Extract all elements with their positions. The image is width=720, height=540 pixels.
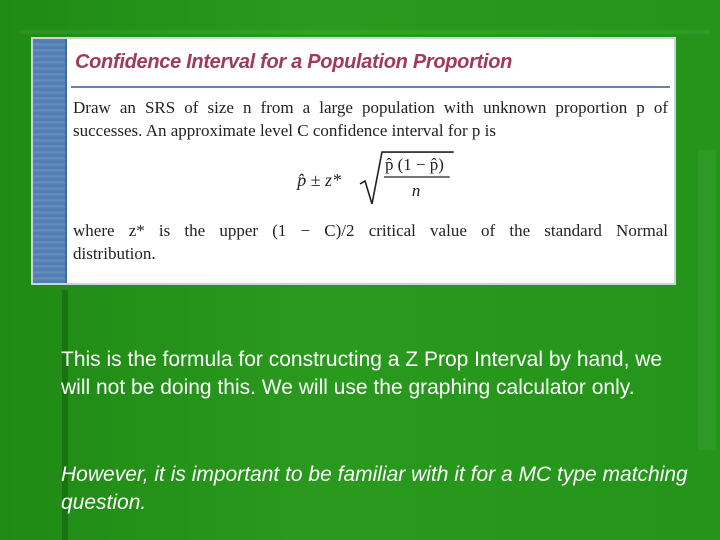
figure-title: Confidence Interval for a Population Proportion: [75, 51, 513, 73]
slide-caption-italic: However, it is important to be familiar with it for a MC type matching question.: [61, 463, 688, 514]
figure-divider: [71, 86, 670, 88]
figure-paragraph: Draw an SRS of size n from a large population with unknown proportion p of successes. An approximate level C confidence interval for p is: [73, 98, 668, 140]
slide-caption: This is the formula for constructing a Z Prop Interval by hand, we will not be doing this. We will use the graphing calculator only.: [61, 348, 663, 399]
figure-body: [73, 96, 668, 263]
formula-figure: [31, 37, 676, 285]
figure-paragraph-line: distribution.: [73, 244, 156, 263]
background-stripe: [20, 30, 710, 34]
confidence-interval-formula: [73, 148, 668, 208]
formula-numerator: p̂ (1 − p̂): [384, 155, 444, 175]
figure-side-bar: [33, 39, 67, 283]
background-stripe: [698, 150, 716, 450]
formula-denominator: n: [411, 180, 421, 200]
formula-lhs: p̂ ± z*: [297, 169, 341, 190]
figure-paragraph-line: where z* is the upper (1 − C)/2 critical value of the standard Normal: [73, 221, 668, 240]
figure-paragraph: [73, 219, 668, 265]
